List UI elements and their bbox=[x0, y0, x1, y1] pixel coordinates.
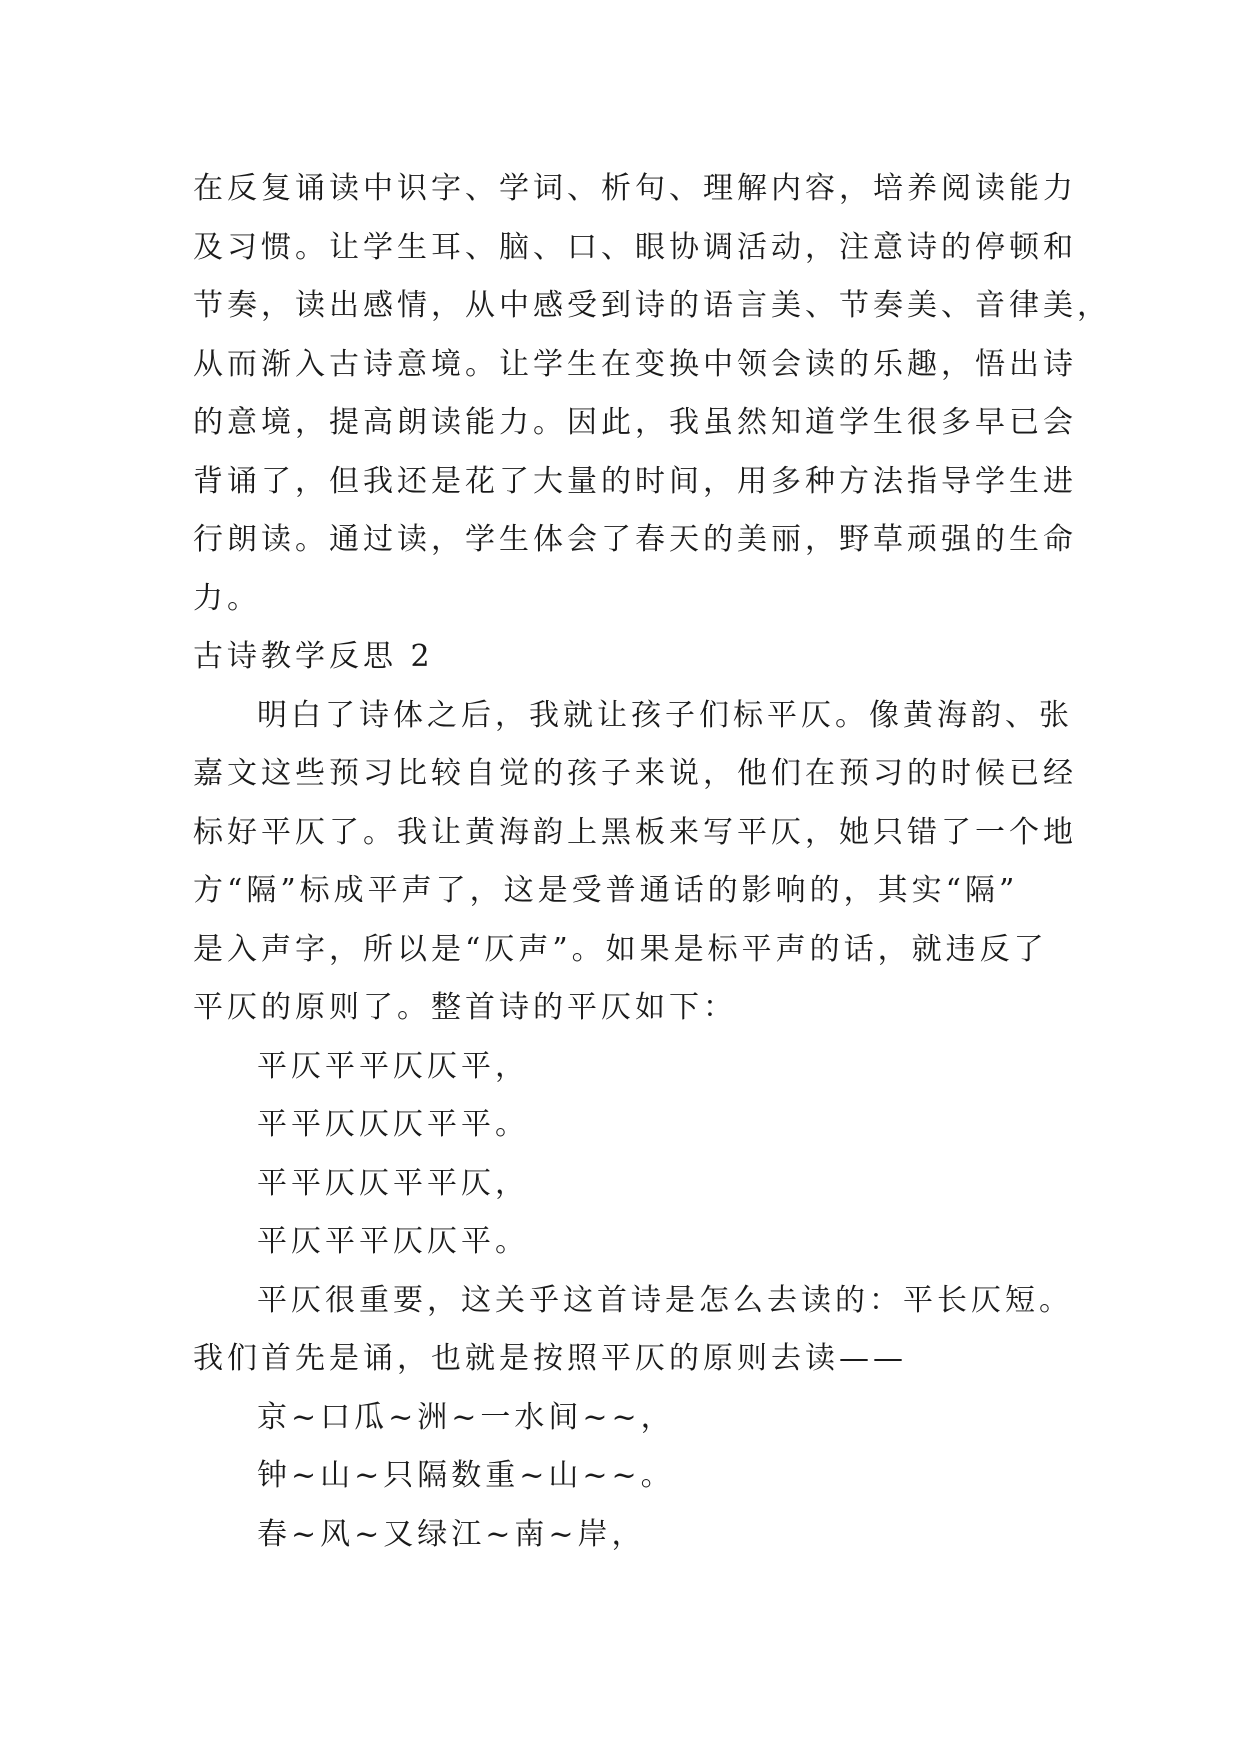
text-line: 的意境，提高朗读能力。因此，我虽然知道学生很多早已会 bbox=[193, 405, 1077, 440]
text-line: 平仄的原则了。整首诗的平仄如下： bbox=[193, 990, 737, 1025]
text-line: 及习惯。让学生耳、脑、口、眼协调活动，注意诗的停顿和 bbox=[193, 229, 1077, 265]
poem-line: 钟~山~只隔数重~山~~。 bbox=[257, 1458, 675, 1493]
text-line: 平仄很重要，这关乎这首诗是怎么去读的：平长仄短。 bbox=[257, 1282, 1073, 1318]
text-line: 方“隔”标成平声了，这是受普通话的影响的，其实“隔” bbox=[193, 873, 1019, 908]
text-line: 我们首先是诵，也就是按照平仄的原则去读—— bbox=[193, 1341, 907, 1376]
text-line: 在反复诵读中识字、学词、析句、理解内容，培养阅读能力 bbox=[193, 171, 1077, 206]
tone-pattern-line: 平仄平平仄仄平， bbox=[257, 1048, 529, 1084]
text-line: 从而渐入古诗意境。让学生在变换中领会读的乐趣，悟出诗 bbox=[193, 346, 1077, 382]
text-line: 是入声字，所以是“仄声”。如果是标平声的话，就违反了 bbox=[193, 931, 1048, 967]
text-line: 嘉文这些预习比较自觉的孩子来说，他们在预习的时候已经 bbox=[193, 756, 1077, 791]
section-heading: 古诗教学反思 2 bbox=[193, 639, 434, 674]
tone-pattern-line: 平平仄仄仄平平。 bbox=[257, 1107, 529, 1142]
text-line: 力。 bbox=[193, 580, 261, 616]
poem-line: 京~口瓜~洲~一水间~~， bbox=[257, 1399, 675, 1435]
text-line: 标好平仄了。我让黄海韵上黑板来写平仄，她只错了一个地 bbox=[193, 814, 1077, 850]
tone-pattern-line: 平仄平平仄仄平。 bbox=[257, 1224, 529, 1259]
text-line: 行朗读。通过读，学生体会了春天的美丽，野草顽强的生命 bbox=[193, 522, 1077, 557]
text-line: 节奏，读出感情，从中感受到诗的语言美、节奏美、音律美， bbox=[193, 288, 1111, 323]
tone-pattern-line: 平平仄仄平平仄， bbox=[257, 1165, 529, 1201]
poem-line: 春~风~又绿江~南~岸， bbox=[257, 1516, 646, 1552]
text-line: 明白了诗体之后，我就让孩子们标平仄。像黄海韵、张 bbox=[257, 697, 1073, 733]
text-line: 背诵了，但我还是花了大量的时间，用多种方法指导学生进 bbox=[193, 463, 1077, 499]
document-page bbox=[193, 160, 1111, 1564]
